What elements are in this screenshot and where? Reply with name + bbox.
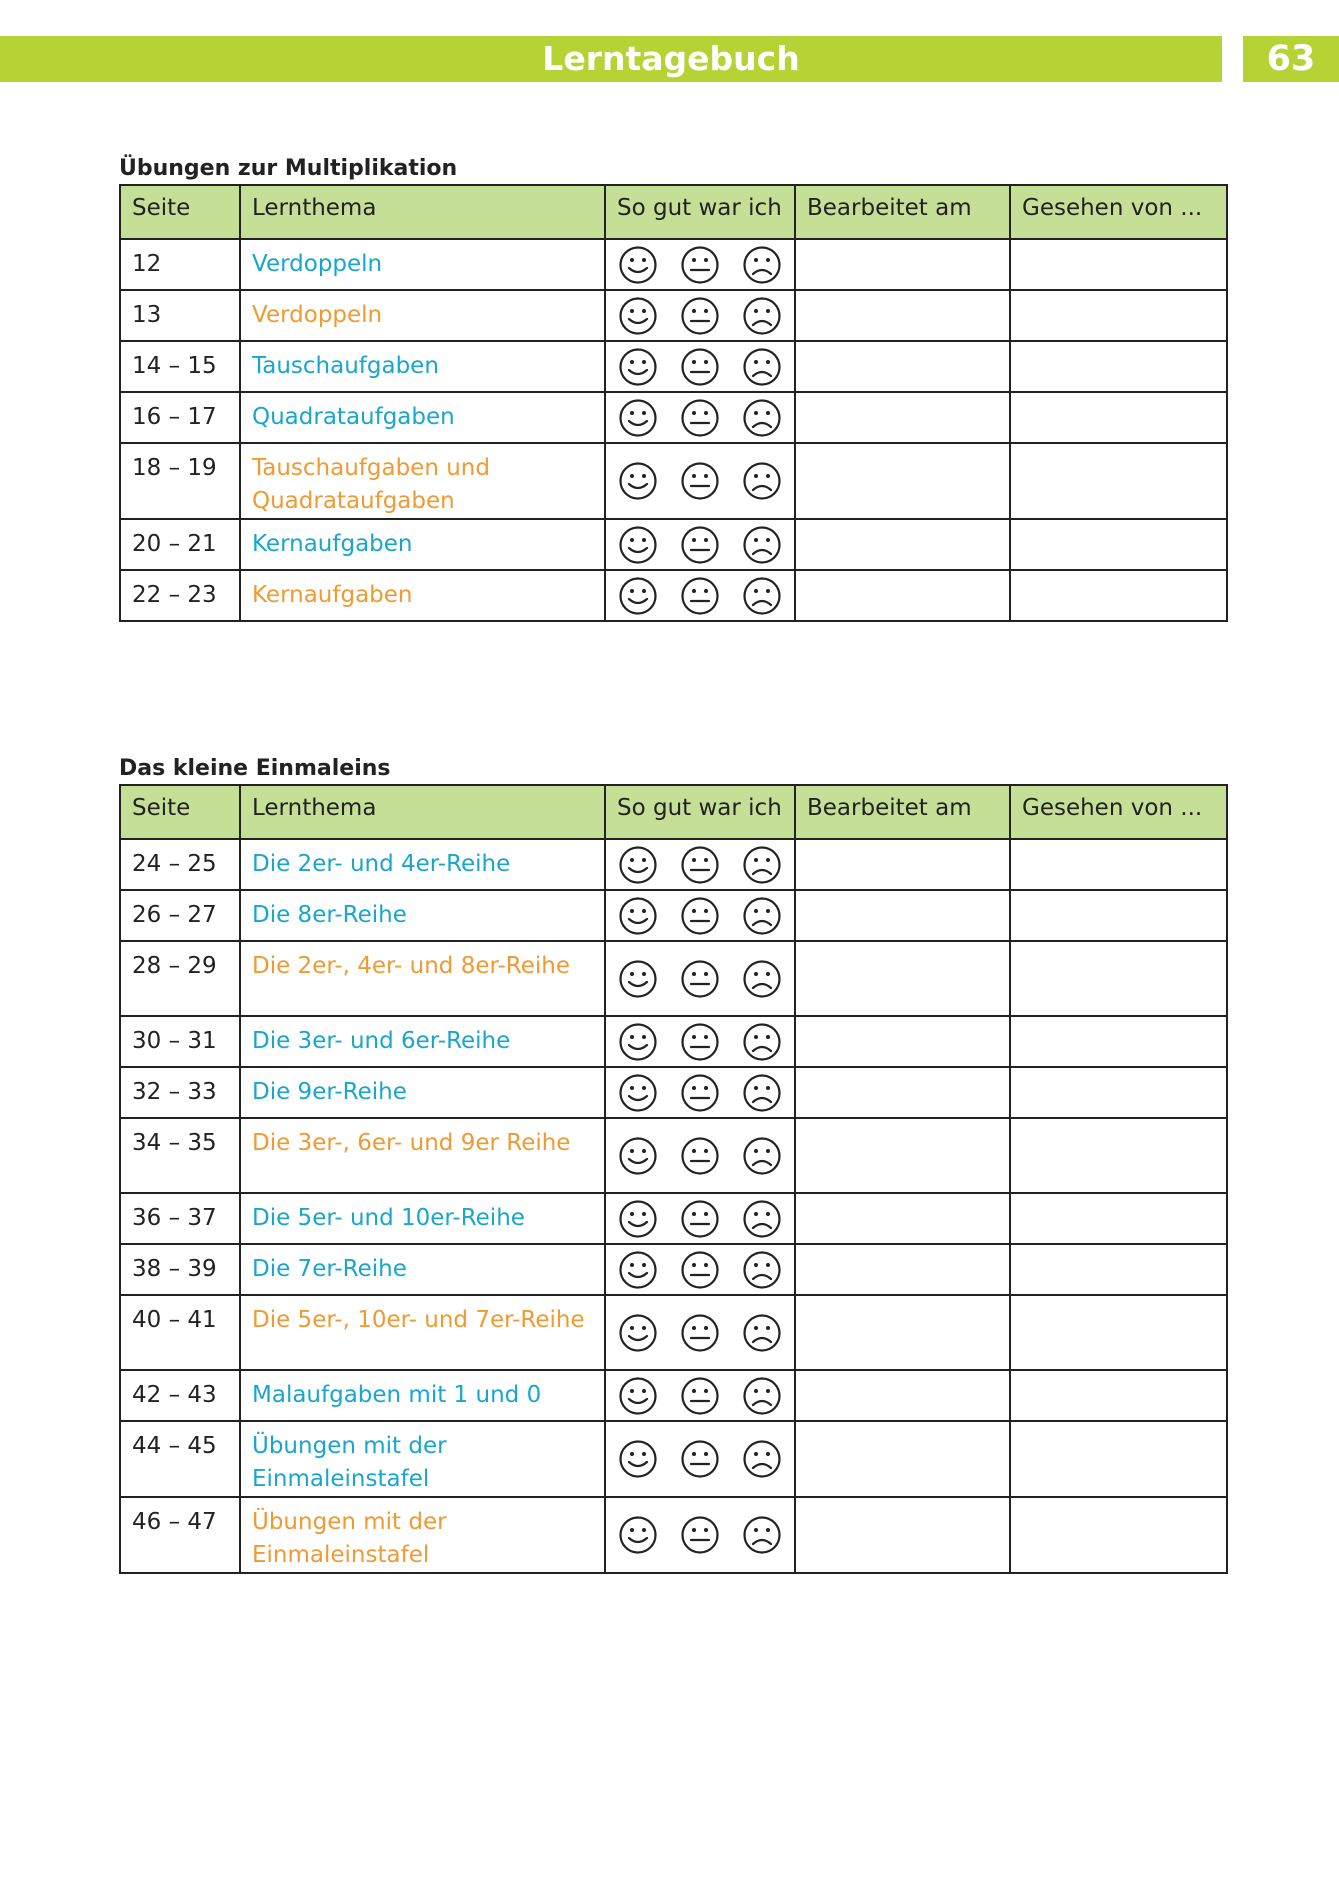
- sad-face-icon[interactable]: [742, 1515, 782, 1555]
- rating-cell: [605, 1067, 795, 1118]
- rating-cell: [605, 1421, 795, 1497]
- neutral-face-icon[interactable]: [680, 845, 720, 885]
- sad-face-icon[interactable]: [742, 347, 782, 387]
- header-seite: Seite: [120, 785, 240, 839]
- bearbeitet-am-cell[interactable]: [795, 1193, 1010, 1244]
- section-einmaleins: [119, 754, 1226, 1574]
- neutral-face-icon[interactable]: [680, 1250, 720, 1290]
- bearbeitet-am-cell[interactable]: [795, 1497, 1010, 1573]
- seite-cell: 20 – 21: [120, 519, 240, 570]
- header-bearbeitet-am: Bearbeitet am: [795, 185, 1010, 239]
- seite-cell: 32 – 33: [120, 1067, 240, 1118]
- neutral-face-icon[interactable]: [680, 896, 720, 936]
- section-title: Das kleine Einmaleins: [119, 756, 391, 781]
- neutral-face-icon[interactable]: [680, 576, 720, 616]
- rating-cell: [605, 1118, 795, 1193]
- sad-face-icon[interactable]: [742, 1313, 782, 1353]
- neutral-face-icon[interactable]: [680, 296, 720, 336]
- table-row: [120, 290, 1227, 341]
- gesehen-von-cell[interactable]: [1010, 443, 1227, 519]
- section-multiplikation: [119, 154, 1226, 622]
- gesehen-von-cell[interactable]: [1010, 1370, 1227, 1421]
- neutral-face-icon[interactable]: [680, 461, 720, 501]
- bearbeitet-am-cell[interactable]: [795, 1421, 1010, 1497]
- sad-face-icon[interactable]: [742, 1073, 782, 1113]
- lernthema-cell: Die 3er- und 6er-Reihe: [240, 1016, 605, 1067]
- sad-face-icon[interactable]: [742, 525, 782, 565]
- rating-cell: [605, 1016, 795, 1067]
- bearbeitet-am-cell[interactable]: [795, 839, 1010, 890]
- smile-face-icon[interactable]: [618, 1073, 658, 1113]
- lernthema-cell: Verdoppeln: [240, 239, 605, 290]
- table-row: [120, 890, 1227, 941]
- rating-cell: [605, 839, 795, 890]
- table-row: [120, 519, 1227, 570]
- rating-cell: [605, 1295, 795, 1370]
- lernthema-cell: Die 5er-, 10er- und 7er-Reihe: [240, 1295, 605, 1370]
- seite-cell: 36 – 37: [120, 1193, 240, 1244]
- neutral-face-icon[interactable]: [680, 1073, 720, 1113]
- bearbeitet-am-cell[interactable]: [795, 1016, 1010, 1067]
- smile-face-icon[interactable]: [618, 296, 658, 336]
- smile-face-icon[interactable]: [618, 1199, 658, 1239]
- bearbeitet-am-cell[interactable]: [795, 1244, 1010, 1295]
- rating-cell: [605, 341, 795, 392]
- seite-cell: 24 – 25: [120, 839, 240, 890]
- sad-face-icon[interactable]: [742, 461, 782, 501]
- seite-cell: 12: [120, 239, 240, 290]
- sad-face-icon[interactable]: [742, 1376, 782, 1416]
- bearbeitet-am-cell[interactable]: [795, 1067, 1010, 1118]
- sad-face-icon[interactable]: [742, 959, 782, 999]
- neutral-face-icon[interactable]: [680, 1199, 720, 1239]
- table-row: [120, 1193, 1227, 1244]
- sad-face-icon[interactable]: [742, 245, 782, 285]
- seite-cell: 14 – 15: [120, 341, 240, 392]
- gesehen-von-cell[interactable]: [1010, 1244, 1227, 1295]
- table-row: [120, 1244, 1227, 1295]
- lernthema-cell: Malaufgaben mit 1 und 0: [240, 1370, 605, 1421]
- gesehen-von-cell[interactable]: [1010, 890, 1227, 941]
- smile-face-icon[interactable]: [618, 896, 658, 936]
- rating-cell: [605, 519, 795, 570]
- sad-face-icon[interactable]: [742, 1199, 782, 1239]
- seite-cell: 46 – 47: [120, 1497, 240, 1573]
- page-number: 63: [1243, 36, 1339, 82]
- sad-face-icon[interactable]: [742, 1439, 782, 1479]
- seite-cell: 38 – 39: [120, 1244, 240, 1295]
- rating-cell: [605, 1497, 795, 1573]
- bearbeitet-am-cell[interactable]: [795, 519, 1010, 570]
- bearbeitet-am-cell[interactable]: [795, 290, 1010, 341]
- neutral-face-icon[interactable]: [680, 1136, 720, 1176]
- seite-cell: 18 – 19: [120, 443, 240, 519]
- sad-face-icon[interactable]: [742, 296, 782, 336]
- sad-face-icon[interactable]: [742, 1250, 782, 1290]
- gesehen-von-cell[interactable]: [1010, 1193, 1227, 1244]
- smile-face-icon[interactable]: [618, 1022, 658, 1062]
- lernthema-cell: Übungen mit der Einmaleinstafel: [240, 1421, 605, 1497]
- seite-cell: 26 – 27: [120, 890, 240, 941]
- sad-face-icon[interactable]: [742, 845, 782, 885]
- gesehen-von-cell[interactable]: [1010, 839, 1227, 890]
- header-so-gut-war-ich: So gut war ich: [605, 785, 795, 839]
- smile-face-icon[interactable]: [618, 525, 658, 565]
- header-seite: Seite: [120, 185, 240, 239]
- bearbeitet-am-cell[interactable]: [795, 1295, 1010, 1370]
- lernthema-cell: Die 8er-Reihe: [240, 890, 605, 941]
- bearbeitet-am-cell[interactable]: [795, 392, 1010, 443]
- lernthema-cell: Die 5er- und 10er-Reihe: [240, 1193, 605, 1244]
- lernthema-cell: Kernaufgaben: [240, 519, 605, 570]
- seite-cell: 40 – 41: [120, 1295, 240, 1370]
- sad-face-icon[interactable]: [742, 398, 782, 438]
- neutral-face-icon[interactable]: [680, 1313, 720, 1353]
- gesehen-von-cell[interactable]: [1010, 1295, 1227, 1370]
- gesehen-von-cell[interactable]: [1010, 341, 1227, 392]
- table-header-row: [120, 185, 1227, 239]
- smile-face-icon[interactable]: [618, 959, 658, 999]
- header-lernthema: Lernthema: [240, 185, 605, 239]
- smile-face-icon[interactable]: [618, 347, 658, 387]
- smile-face-icon[interactable]: [618, 398, 658, 438]
- table-row: [120, 1016, 1227, 1067]
- neutral-face-icon[interactable]: [680, 959, 720, 999]
- smile-face-icon[interactable]: [618, 1439, 658, 1479]
- header-bearbeitet-am: Bearbeitet am: [795, 785, 1010, 839]
- smile-face-icon[interactable]: [618, 461, 658, 501]
- rating-cell: [605, 392, 795, 443]
- header-lernthema: Lernthema: [240, 785, 605, 839]
- bearbeitet-am-cell[interactable]: [795, 1370, 1010, 1421]
- bearbeitet-am-cell[interactable]: [795, 941, 1010, 1016]
- sad-face-icon[interactable]: [742, 576, 782, 616]
- sad-face-icon[interactable]: [742, 896, 782, 936]
- lernthema-cell: Kernaufgaben: [240, 570, 605, 621]
- gesehen-von-cell[interactable]: [1010, 239, 1227, 290]
- seite-cell: 28 – 29: [120, 941, 240, 1016]
- table-row: [120, 1497, 1227, 1573]
- bearbeitet-am-cell[interactable]: [795, 239, 1010, 290]
- rating-cell: [605, 443, 795, 519]
- neutral-face-icon[interactable]: [680, 525, 720, 565]
- rating-cell: [605, 239, 795, 290]
- header-gesehen-von: Gesehen von ...: [1010, 185, 1227, 239]
- seite-cell: 42 – 43: [120, 1370, 240, 1421]
- smile-face-icon[interactable]: [618, 1515, 658, 1555]
- header-so-gut-war-ich: So gut war ich: [605, 185, 795, 239]
- gesehen-von-cell[interactable]: [1010, 519, 1227, 570]
- table-row: [120, 1295, 1227, 1370]
- gesehen-von-cell[interactable]: [1010, 290, 1227, 341]
- gesehen-von-cell[interactable]: [1010, 1118, 1227, 1193]
- gesehen-von-cell[interactable]: [1010, 1016, 1227, 1067]
- lerntagebuch-table: [119, 184, 1228, 622]
- smile-face-icon[interactable]: [618, 1313, 658, 1353]
- table-row: [120, 341, 1227, 392]
- table-row: [120, 1118, 1227, 1193]
- table-row: [120, 239, 1227, 290]
- seite-cell: 44 – 45: [120, 1421, 240, 1497]
- gesehen-von-cell[interactable]: [1010, 941, 1227, 1016]
- lernthema-cell: Übungen mit der Einmaleinstafel: [240, 1497, 605, 1573]
- table-row: [120, 443, 1227, 519]
- rating-cell: [605, 1370, 795, 1421]
- neutral-face-icon[interactable]: [680, 1439, 720, 1479]
- rating-cell: [605, 1244, 795, 1295]
- neutral-face-icon[interactable]: [680, 1376, 720, 1416]
- table-row: [120, 839, 1227, 890]
- neutral-face-icon[interactable]: [680, 1515, 720, 1555]
- lernthema-cell: Tauschaufgaben und Quadrataufgaben: [240, 443, 605, 519]
- smile-face-icon[interactable]: [618, 245, 658, 285]
- smile-face-icon[interactable]: [618, 1250, 658, 1290]
- header-gesehen-von: Gesehen von ...: [1010, 785, 1227, 839]
- table-row: [120, 1370, 1227, 1421]
- seite-cell: 30 – 31: [120, 1016, 240, 1067]
- lerntagebuch-table: [119, 784, 1228, 1574]
- gesehen-von-cell[interactable]: [1010, 570, 1227, 621]
- bearbeitet-am-cell[interactable]: [795, 1118, 1010, 1193]
- rating-cell: [605, 570, 795, 621]
- table-row: [120, 1421, 1227, 1497]
- table-row: [120, 941, 1227, 1016]
- table-row: [120, 1067, 1227, 1118]
- page-title: Lerntagebuch: [542, 39, 800, 78]
- sad-face-icon[interactable]: [742, 1136, 782, 1176]
- bearbeitet-am-cell[interactable]: [795, 890, 1010, 941]
- gesehen-von-cell[interactable]: [1010, 392, 1227, 443]
- gesehen-von-cell[interactable]: [1010, 1421, 1227, 1497]
- seite-cell: 22 – 23: [120, 570, 240, 621]
- gesehen-von-cell[interactable]: [1010, 1497, 1227, 1573]
- bearbeitet-am-cell[interactable]: [795, 570, 1010, 621]
- smile-face-icon[interactable]: [618, 1136, 658, 1176]
- smile-face-icon[interactable]: [618, 1376, 658, 1416]
- seite-cell: 34 – 35: [120, 1118, 240, 1193]
- lernthema-cell: Die 9er-Reihe: [240, 1067, 605, 1118]
- smile-face-icon[interactable]: [618, 576, 658, 616]
- rating-cell: [605, 1193, 795, 1244]
- neutral-face-icon[interactable]: [680, 347, 720, 387]
- smile-face-icon[interactable]: [618, 845, 658, 885]
- lernthema-cell: Verdoppeln: [240, 290, 605, 341]
- lernthema-cell: Tauschaufgaben: [240, 341, 605, 392]
- sad-face-icon[interactable]: [742, 1022, 782, 1062]
- rating-cell: [605, 290, 795, 341]
- table-header-row: [120, 785, 1227, 839]
- neutral-face-icon[interactable]: [680, 398, 720, 438]
- seite-cell: 13: [120, 290, 240, 341]
- gesehen-von-cell[interactable]: [1010, 1067, 1227, 1118]
- bearbeitet-am-cell[interactable]: [795, 341, 1010, 392]
- neutral-face-icon[interactable]: [680, 1022, 720, 1062]
- rating-cell: [605, 890, 795, 941]
- lernthema-cell: Die 2er- und 4er-Reihe: [240, 839, 605, 890]
- neutral-face-icon[interactable]: [680, 245, 720, 285]
- bearbeitet-am-cell[interactable]: [795, 443, 1010, 519]
- lernthema-cell: Die 7er-Reihe: [240, 1244, 605, 1295]
- section-title: Übungen zur Multiplikation: [119, 156, 458, 181]
- lernthema-cell: Die 3er-, 6er- und 9er Reihe: [240, 1118, 605, 1193]
- table-row: [120, 392, 1227, 443]
- lernthema-cell: Quadrataufgaben: [240, 392, 605, 443]
- table-row: [120, 570, 1227, 621]
- seite-cell: 16 – 17: [120, 392, 240, 443]
- rating-cell: [605, 941, 795, 1016]
- lernthema-cell: Die 2er-, 4er- und 8er-Reihe: [240, 941, 605, 1016]
